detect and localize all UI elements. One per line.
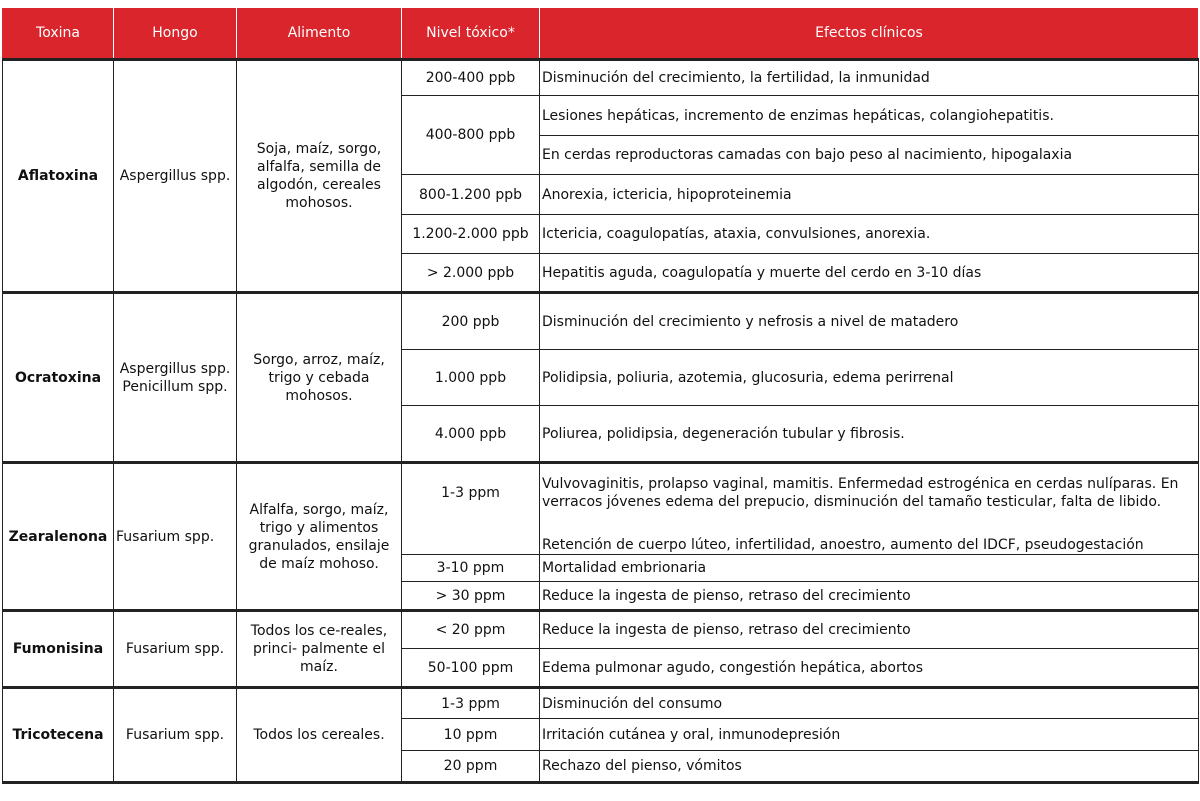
fungus-tricotecena: Fusarium spp. (114, 688, 237, 783)
fungus-ocratoxina: Aspergillus spp. Penicillum spp. (114, 293, 237, 463)
header-nivel-toxico: Nivel tóxico* (402, 8, 540, 60)
toxic-level: 1-3 ppm (402, 463, 540, 523)
clinical-effect: Mortalidad embrionaria (540, 555, 1199, 582)
toxic-level: 10 ppm (402, 719, 540, 751)
toxic-level: < 20 ppm (402, 611, 540, 649)
toxic-level: > 30 ppm (402, 582, 540, 611)
toxic-level-empty (402, 523, 540, 555)
table-row (3, 463, 1199, 523)
toxin-name-tricotecena: Tricotecena (3, 688, 114, 783)
clinical-effect: En cerdas reproductoras camadas con bajo peso al nacimiento, hipogalaxia (540, 136, 1199, 175)
header-toxina: Toxina (3, 8, 114, 60)
table-row (3, 293, 1199, 350)
food-fumonisina: Todos los ce-reales, princi- palmente el maíz. (237, 611, 402, 688)
toxic-level: 50-100 ppm (402, 649, 540, 688)
toxin-name-zearalenona: Zearalenona (3, 463, 114, 611)
food-ocratoxina: Sorgo, arroz, maíz, trigo y cebada mohosos. (237, 293, 402, 463)
toxic-level: 4.000 ppb (402, 406, 540, 463)
clinical-effect: Retención de cuerpo lúteo, infertilidad, anoestro, aumento del IDCF, pseudogestación (540, 523, 1199, 555)
clinical-effect: Anorexia, ictericia, hipoproteinemia (540, 175, 1199, 215)
toxic-level: 3-10 ppm (402, 555, 540, 582)
table-row (3, 611, 1199, 649)
toxic-level: 1.000 ppb (402, 350, 540, 406)
header-efectos-clinicos: Efectos clínicos (540, 8, 1199, 60)
toxic-level: 800-1.200 ppb (402, 175, 540, 215)
toxic-level: 200 ppb (402, 293, 540, 350)
toxic-level: 1-3 ppm (402, 688, 540, 719)
table-row (3, 60, 1199, 96)
clinical-effect: Lesiones hepáticas, incremento de enzimas hepáticas, colangiohepatitis. (540, 96, 1199, 136)
fungus-aflatoxina: Aspergillus spp. (114, 60, 237, 293)
mycotoxin-table (2, 7, 1199, 784)
toxin-name-aflatoxina: Aflatoxina (3, 60, 114, 293)
clinical-effect: Irritación cutánea y oral, inmunodepresión (540, 719, 1199, 751)
header-row (3, 8, 1199, 60)
food-zearalenona: Alfalfa, sorgo, maíz, trigo y alimentos granulados, ensilaje de maíz mohoso. (237, 463, 402, 611)
fungus-zearalenona: Fusarium spp. (114, 463, 237, 611)
toxic-level: 400-800 ppb (402, 96, 540, 175)
food-aflatoxina: Soja, maíz, sorgo, alfalfa, semilla de algodón, cereales mohosos. (237, 60, 402, 293)
clinical-effect: Poliurea, polidipsia, degeneración tubular y fibrosis. (540, 406, 1199, 463)
clinical-effect: Disminución del crecimiento y nefrosis a nivel de matadero (540, 293, 1199, 350)
header-hongo: Hongo (114, 8, 237, 60)
toxin-name-ocratoxina: Ocratoxina (3, 293, 114, 463)
toxic-level: 200-400 ppb (402, 60, 540, 96)
clinical-effect: Vulvovaginitis, prolapso vaginal, mamitis. Enfermedad estrogénica en cerdas nulíparas. En verracos jóvenes edema del prepucio, disminución del tamaño testicular, falta de libido. (540, 463, 1199, 523)
clinical-effect: Disminución del consumo (540, 688, 1199, 719)
clinical-effect: Ictericia, coagulopatías, ataxia, convulsiones, anorexia. (540, 215, 1199, 254)
clinical-effect: Rechazo del pienso, vómitos (540, 751, 1199, 783)
clinical-effect: Reduce la ingesta de pienso, retraso del crecimiento (540, 582, 1199, 611)
clinical-effect: Edema pulmonar agudo, congestión hepática, abortos (540, 649, 1199, 688)
fungus-fumonisina: Fusarium spp. (114, 611, 237, 688)
toxin-name-fumonisina: Fumonisina (3, 611, 114, 688)
header-alimento: Alimento (237, 8, 402, 60)
clinical-effect: Polidipsia, poliuria, azotemia, glucosuria, edema perirrenal (540, 350, 1199, 406)
clinical-effect: Disminución del crecimiento, la fertilidad, la inmunidad (540, 60, 1199, 96)
toxic-level: > 2.000 ppb (402, 254, 540, 293)
toxic-level: 1.200-2.000 ppb (402, 215, 540, 254)
clinical-effect: Hepatitis aguda, coagulopatía y muerte del cerdo en 3-10 días (540, 254, 1199, 293)
food-tricotecena: Todos los cereales. (237, 688, 402, 783)
table-row (3, 688, 1199, 719)
clinical-effect: Reduce la ingesta de pienso, retraso del crecimiento (540, 611, 1199, 649)
toxic-level: 20 ppm (402, 751, 540, 783)
